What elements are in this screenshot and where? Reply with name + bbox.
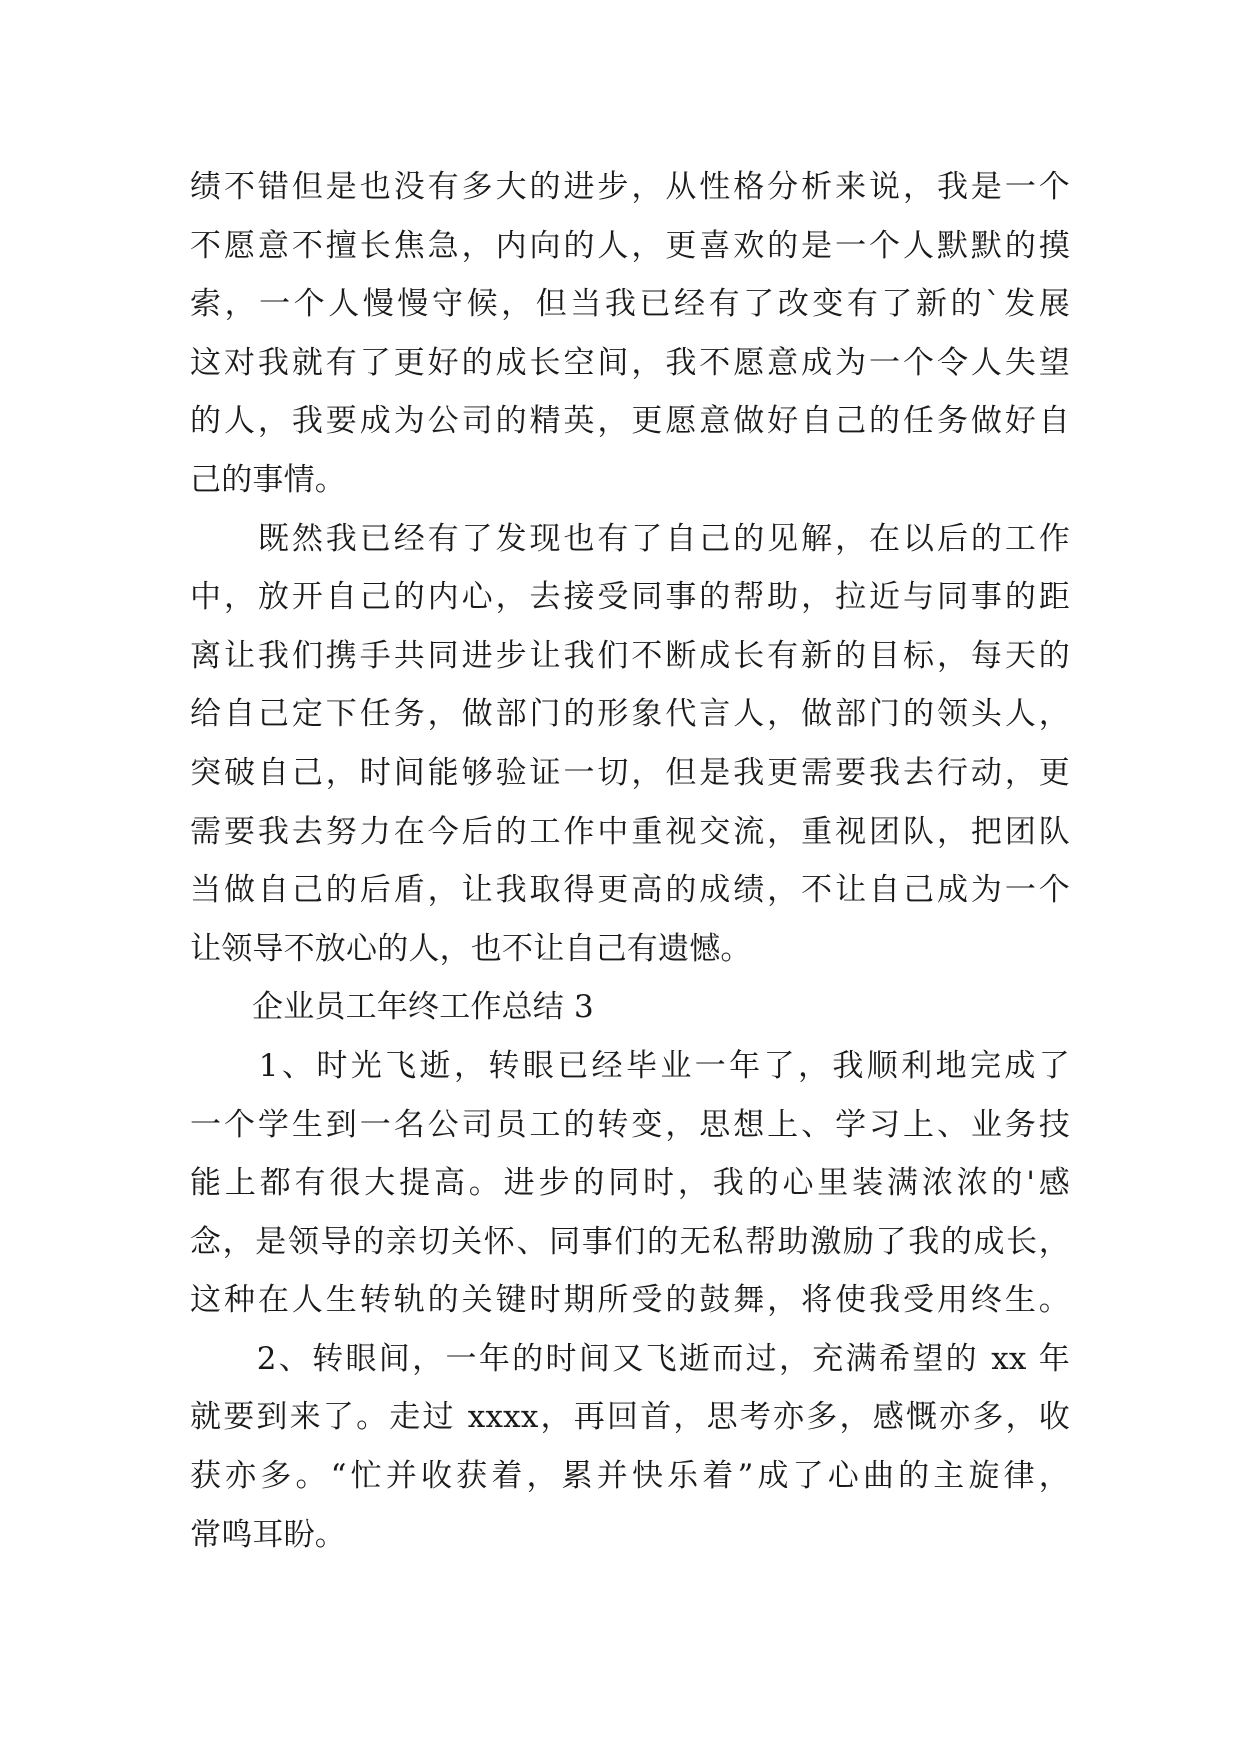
text-line: 突破自己，时间能够验证一切，但是我更需要我去行动，更 bbox=[190, 754, 1070, 791]
text-line: 一个学生到一名公司员工的转变，思想上、学习上、业务技 bbox=[190, 1106, 1070, 1143]
text-line: 念，是领导的亲切关怀、同事们的无私帮助激励了我的成长， bbox=[190, 1223, 1070, 1260]
text-line: 绩不错但是也没有多大的进步，从性格分析来说，我是一个 bbox=[190, 169, 1070, 205]
text-line: 常鸣耳盼。 bbox=[190, 1516, 346, 1553]
text-line: 让领导不放心的人，也不让自己有遗憾。 bbox=[190, 930, 752, 967]
text-line: 获亦多。“忙并收获着，累并快乐着”成了心曲的主旋律， bbox=[190, 1458, 1070, 1495]
text-line: 2、转眼间，一年的时间又飞逝而过，充满希望的 xx 年 bbox=[190, 1340, 1070, 1377]
text-line: 当做自己的后盾，让我取得更高的成绩，不让自己成为一个 bbox=[190, 872, 1070, 909]
text-line: 中，放开自己的内心，去接受同事的帮助，拉近与同事的距 bbox=[190, 579, 1070, 616]
text-line: 不愿意不擅长焦急，内向的人，更喜欢的是一个人默默的摸 bbox=[190, 227, 1070, 264]
text-line: 离让我们携手共同进步让我们不断成长有新的目标，每天的 bbox=[190, 637, 1070, 674]
text-line: 给自己定下任务，做部门的形象代言人，做部门的领头人， bbox=[190, 696, 1070, 733]
document-body bbox=[190, 158, 1070, 1564]
text-line: 这对我就有了更好的成长空间，我不愿意成为一个令人失望 bbox=[190, 344, 1070, 381]
text-line: 己的事情。 bbox=[190, 461, 346, 498]
text-line: 就要到来了。走过 xxxx，再回首，思考亦多，感慨亦多，收 bbox=[190, 1399, 1070, 1436]
text-line: 这种在人生转轨的关键时期所受的鼓舞，将使我受用终生。 bbox=[190, 1282, 1070, 1319]
text-line: 索，一个人慢慢守候，但当我已经有了改变有了新的`发展 bbox=[190, 286, 1070, 323]
text-line: 的人，我要成为公司的精英，更愿意做好自己的任务做好自 bbox=[190, 403, 1070, 440]
text-line: 需要我去努力在今后的工作中重视交流，重视团队，把团队 bbox=[190, 813, 1070, 850]
text-line: 既然我已经有了发现也有了自己的见解，在以后的工作 bbox=[190, 520, 1070, 557]
text-line: 能上都有很大提高。进步的同时，我的心里装满浓浓的'感 bbox=[190, 1165, 1070, 1202]
text-line: 1、时光飞逝，转眼已经毕业一年了，我顺利地完成了 bbox=[190, 1047, 1070, 1084]
section-heading: 企业员工年终工作总结 3 bbox=[252, 989, 594, 1026]
